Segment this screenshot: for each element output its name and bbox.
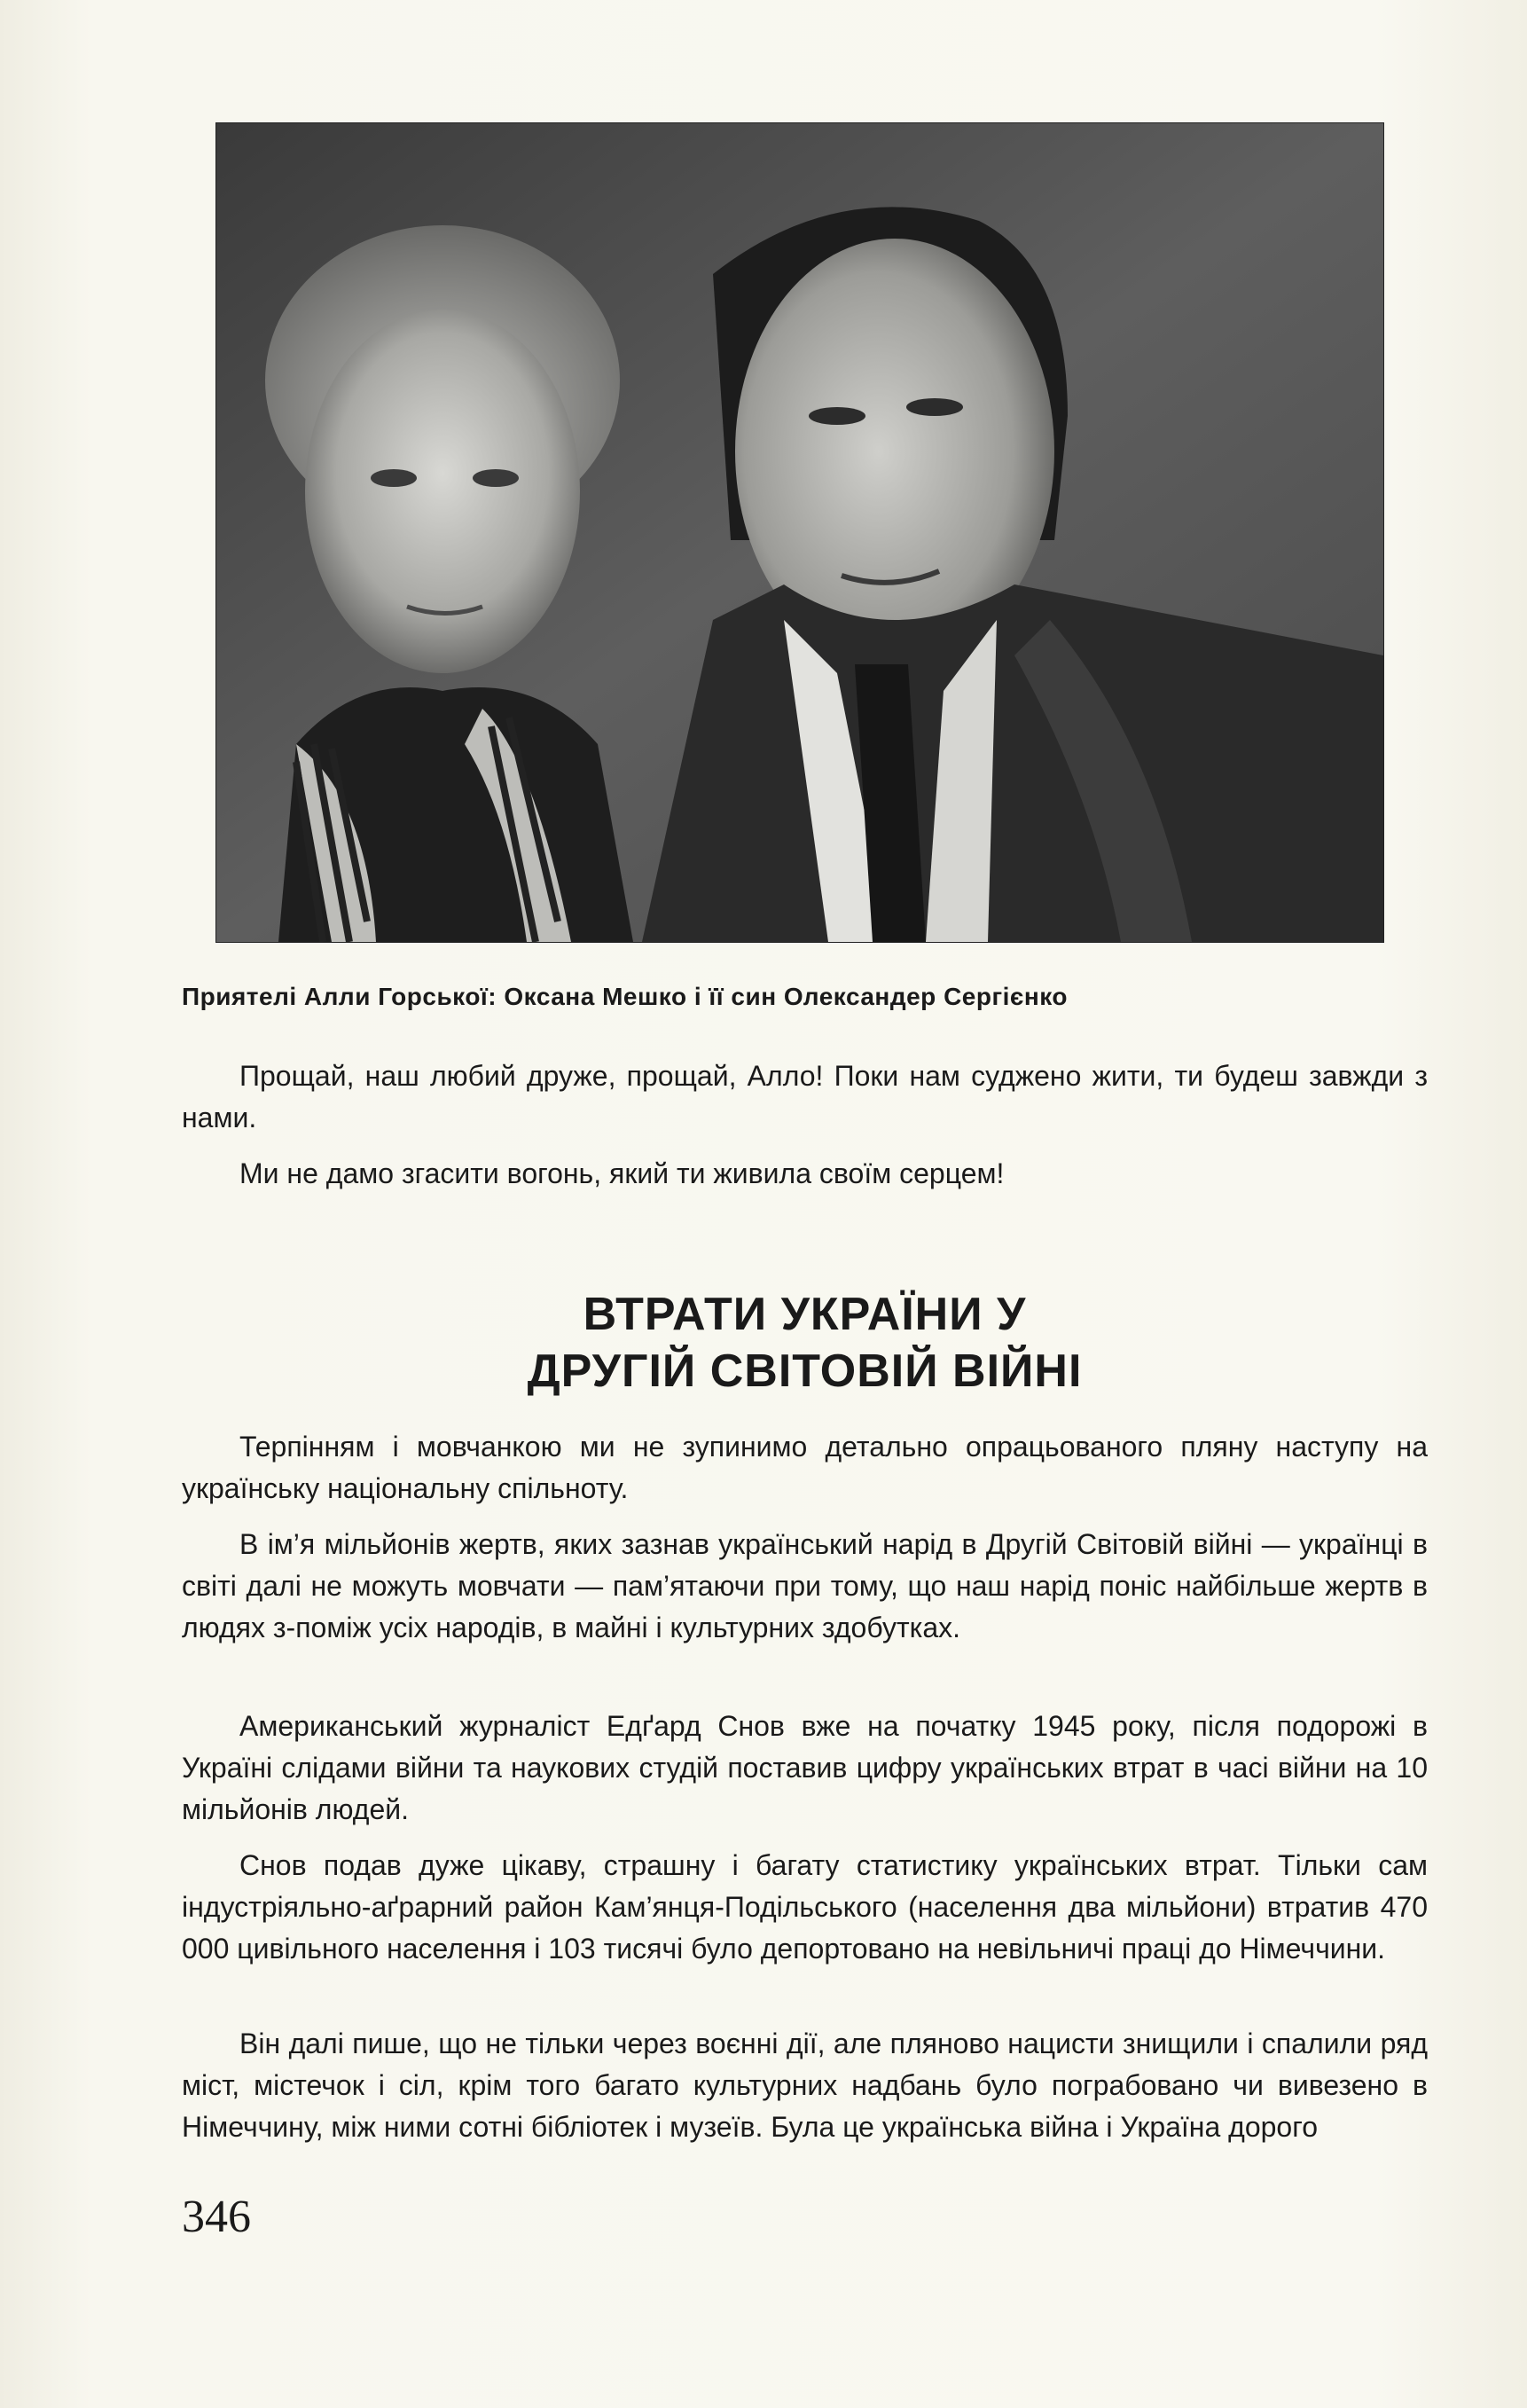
article-title (182, 1286, 1428, 1400)
farewell-paragraph-1: Прощай, наш любий друже, прощай, Алло! Поки нам суджено жити, ти будеш завжди з нами. (182, 1060, 1428, 1133)
farewell-paragraph-2: Ми не дамо згасити вогонь, який ти живила своїм серцем! (239, 1157, 1005, 1189)
article-paragraph-4: Снов подав дуже цікаву, страшну і багату статистику українських втрат. Тільки сам індустріяльно-аґрарний район Кам’янця-Подільського (населення два мільйони) втратив 470 000 цивільного населення і 103 тисячі було депортовано на невільничі праці до Німеччини. (182, 1849, 1428, 1965)
article-paragraph-3: Американський журналіст Едґард Снов вже на початку 1945 року, після подорожі в Україні слідами війни та наукових студій поставив цифру українських втрат в часі війни на 10 мільйонів людей. (182, 1710, 1428, 1825)
page-number: 346 (182, 2192, 251, 2242)
portrait-photo (215, 122, 1384, 943)
article-title-line-1: ВТРАТИ УКРАЇНИ У (583, 1289, 1027, 1340)
article-paragraph-1: Терпінням і мовчанкою ми не зупинимо детально опрацьованого пляну наступу на українську національну спільноту. (182, 1431, 1428, 1504)
photo-caption: Приятелі Алли Горської: Оксана Мешко і її син Олександер Сергієнко (182, 983, 1069, 1010)
article-paragraph-2: В ім’я мільйонів жертв, яких зазнав український нарід в Другій Світовій війні — українці в світі далі не можуть мовчати — пам’ятаючи при тому, що наш нарід поніс найбільше жертв в людях з-поміж усіх народів, в майні і культурних здобутках. (182, 1528, 1428, 1643)
article-title-line-2: ДРУГІЙ СВІТОВІЙ ВІЙНІ (527, 1345, 1083, 1397)
article-paragraph-5: Він далі пише, що не тільки через воєнні дії, але пляново нацисти знищили і спалили ряд міст, містечок і сіл, крім того багато культурних надбань було пограбовано чи вивезено в Німеччину, між ними сотні бібліотек і музеїв. Була це українська війна і Україна дорого (182, 2028, 1428, 2143)
photo-image (216, 123, 1383, 942)
